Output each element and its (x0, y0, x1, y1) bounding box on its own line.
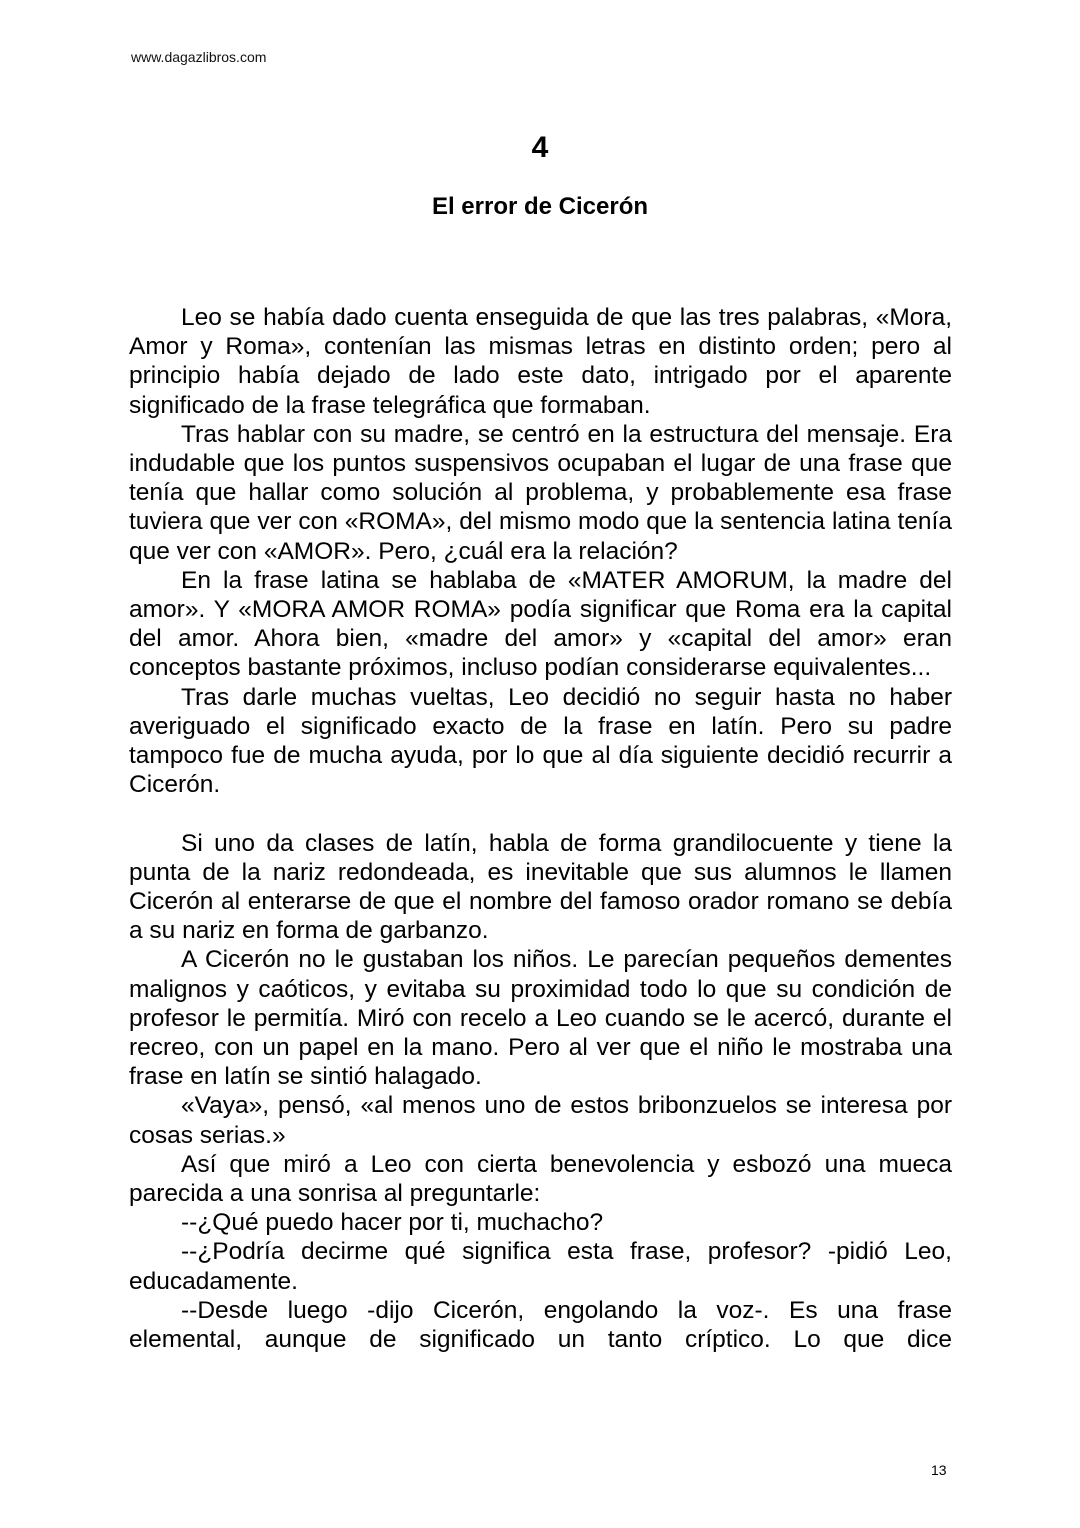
paragraph: A Cicerón no le gustaban los niños. Le parecían pequeños dementes malignos y caóticos, y evitaba su proximidad todo lo que su condición de profesor le permitía. Miró con recelo a Leo cuando se le acercó, durante el recreo, con un papel en la mano. Pero al ver que el niño le mostraba una frase en latín se sintió halagado. (129, 946, 952, 1091)
paragraph: Tras darle muchas vueltas, Leo decidió no seguir hasta no haber averiguado el significado exacto de la frase en latín. Pero su padre tampoco fue de mucha ayuda, por lo que al día siguiente decidió recurrir a Cicerón. (129, 683, 952, 799)
site-url: www.dagazlibros.com (131, 49, 267, 65)
paragraph: Así que miró a Leo con cierta benevolencia y esbozó una mueca parecida a una sonrisa al preguntarle: (129, 1150, 952, 1208)
paragraph: En la frase latina se hablaba de «MATER AMORUM, la madre del amor». Y «MORA AMOR ROMA» podía significar que Roma era la capital del amor. Ahora bien, «madre del amor» y «capital del amor» eran conceptos bastante próximos, incluso podían considerarse equivalentes... (129, 566, 952, 682)
paragraph: «Vaya», pensó, «al menos uno de estos bribonzuelos se interesa por cosas serias.» (129, 1092, 952, 1149)
page-number: 13 (931, 1462, 947, 1478)
paragraph: Tras hablar con su madre, se centró en la estructura del mensaje. Era indudable que los puntos suspensivos ocupaban el lugar de una frase que tenía que hallar como solución al problema, y probablemente esa frase tuviera que ver con «ROMA», del mismo modo que la sentencia latina tenía que ver con «AMOR». Pero, ¿cuál era la relación? (129, 420, 952, 565)
chapter-body (129, 303, 952, 1354)
paragraph: Leo se había dado cuenta enseguida de que las tres palabras, «Mora, Amor y Roma», contenían las mismas letras en distinto orden; pero al principio había dejado de lado este dato, intrigado por el aparente significado de la frase telegráfica que formaban. (129, 304, 952, 419)
paragraph: Si uno da clases de latín, habla de forma grandilocuente y tiene la punta de la nariz redondeada, es inevitable que sus alumnos le llamen Cicerón al enterarse de que el nombre del famoso orador romano se debía a su nariz en forma de garbanzo. (129, 829, 952, 945)
chapter-number: 4 (531, 131, 549, 164)
paragraph: --Desde luego -dijo Cicerón, engolando la voz-. Es una frase elemental, aunque de significado un tanto críptico. Lo que dice (129, 1296, 952, 1354)
paragraph: --¿Podría decirme qué significa esta frase, profesor? -pidió Leo, educadamente. (129, 1238, 952, 1295)
chapter-title: El error de Cicerón (431, 193, 649, 220)
paragraph: --¿Qué puedo hacer por ti, muchacho? (181, 1209, 604, 1237)
